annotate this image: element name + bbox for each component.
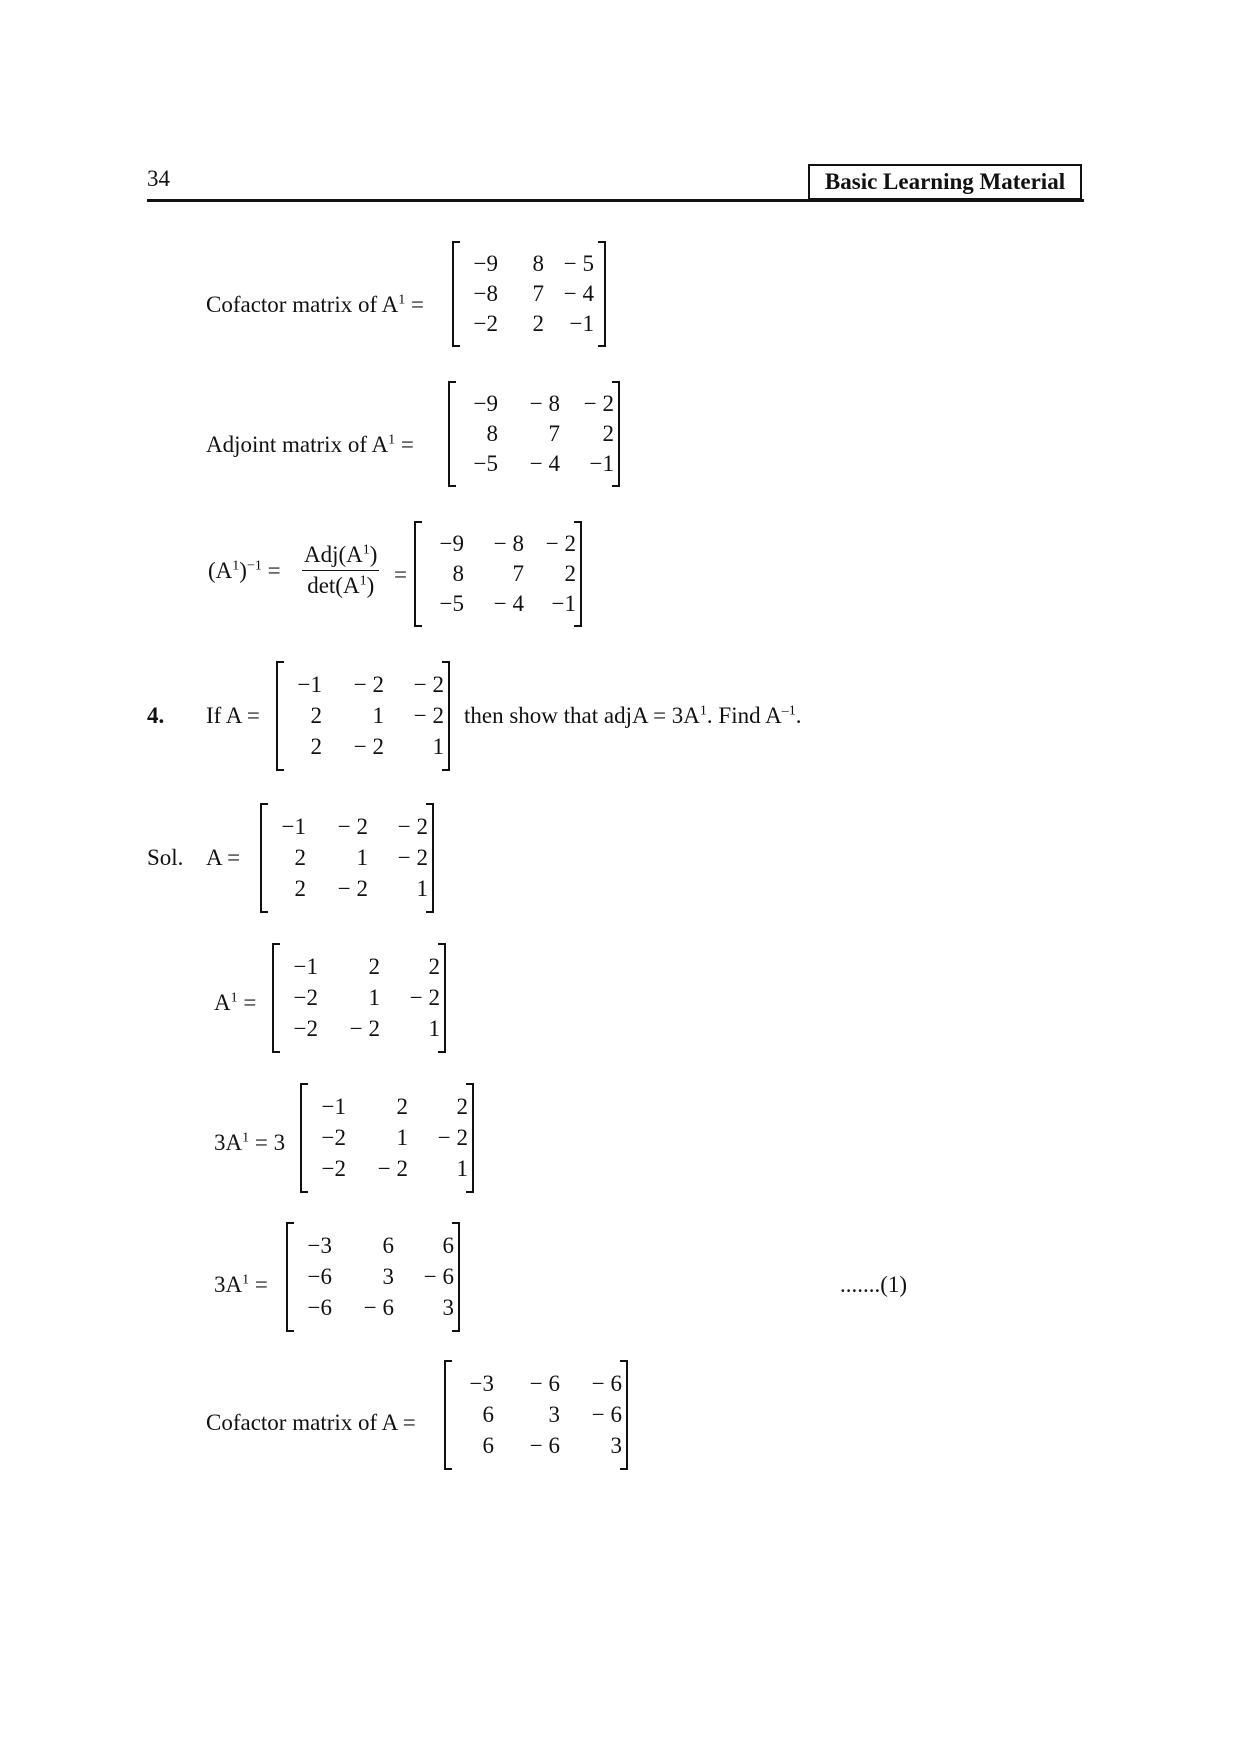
matrix-cell: − 5	[563, 251, 594, 276]
cofactor-a-label: Cofactor matrix of A =	[206, 1410, 416, 1435]
matrix-cell: − 2	[397, 844, 428, 870]
matrix-cell: −2	[321, 1124, 346, 1150]
inverse-lhs: $(A^1)^{-1}$ =	[208, 558, 281, 583]
cofactor-a-matrix	[444, 1362, 628, 1468]
matrix-cell: 1	[372, 702, 384, 728]
matrix-cell: 1	[356, 844, 368, 870]
matrix-cell: −5	[473, 451, 498, 476]
matrix-cell: − 2	[545, 531, 576, 556]
matrix-cell: −2	[321, 1156, 346, 1182]
header-title: Basic Learning Material	[808, 164, 1082, 200]
question-number: 4.	[147, 703, 165, 728]
cofactor-label: Cofactor matrix of $A^1$ =	[206, 292, 424, 317]
matrix-cell: −3	[469, 1370, 494, 1396]
three-transpose-label: $3A^1 = 3$	[214, 1130, 286, 1155]
matrix-cell: − 6	[529, 1370, 560, 1396]
matrix-cell: −9	[473, 391, 498, 416]
matrix-cell: 7	[548, 421, 560, 446]
matrix-cell: − 2	[409, 984, 440, 1010]
matrix-cell: 1	[396, 1124, 408, 1150]
matrix-cell: −6	[307, 1295, 332, 1321]
matrix-cell: −1	[589, 451, 614, 476]
matrix-cell: −2	[293, 1016, 318, 1042]
transpose-label: $A^1$ =	[214, 990, 257, 1015]
matrix-cell: 6	[482, 1433, 494, 1459]
matrix-cell: 2	[532, 311, 544, 336]
fraction-denominator: $\det(A^1)$	[307, 573, 375, 598]
matrix-cell: 2	[310, 702, 322, 728]
matrix-cell: − 4	[493, 591, 524, 616]
scaled-transpose-matrix	[286, 1224, 460, 1330]
matrix-cell: 3	[382, 1263, 394, 1289]
scaled-transpose-label: $3A^1$ =	[214, 1272, 268, 1297]
matrix-cell: 7	[532, 281, 544, 306]
inverse-equals: =	[394, 562, 407, 587]
matrix-cell: − 2	[413, 702, 444, 728]
matrix-cell: 2	[294, 876, 306, 902]
matrix-cell: −2	[293, 984, 318, 1010]
matrix-cell: −3	[307, 1232, 332, 1258]
inverse-matrix	[414, 523, 582, 625]
matrix-cell: −1	[321, 1093, 346, 1119]
matrix-cell: − 2	[349, 1016, 380, 1042]
matrix-cell: 2	[294, 844, 306, 870]
matrix-cell: −2	[473, 311, 498, 336]
matrix-cell: − 2	[337, 813, 368, 839]
matrix-cell: − 6	[363, 1295, 394, 1321]
header-rule	[147, 199, 1084, 202]
matrix-cell: − 8	[529, 391, 560, 416]
adjoint-label: Adjoint matrix of $A^1$ =	[206, 432, 414, 457]
inverse-fraction	[302, 542, 379, 599]
matrix-cell: −1	[551, 591, 576, 616]
matrix-cell: 8	[532, 251, 544, 276]
three-transpose-matrix	[300, 1085, 474, 1191]
matrix-cell: 1	[456, 1156, 468, 1182]
matrix-cell: −9	[439, 531, 464, 556]
matrix-cell: −9	[473, 251, 498, 276]
matrix-cell: − 2	[583, 391, 614, 416]
matrix-cell: − 4	[529, 451, 560, 476]
matrix-cell: 2	[456, 1093, 468, 1119]
matrix-cell: −5	[439, 591, 464, 616]
matrix-cell: 2	[310, 734, 322, 760]
matrix-cell: −1	[293, 953, 318, 979]
solution-label: Sol.	[147, 845, 184, 870]
question-prefix: If A =	[206, 703, 260, 728]
matrix-cell: 2	[428, 953, 440, 979]
matrix-cell: 2	[368, 953, 380, 979]
matrix-cell: − 2	[377, 1156, 408, 1182]
transpose-matrix	[272, 945, 446, 1051]
matrix-cell: 2	[396, 1093, 408, 1119]
fraction-numerator: $Adj(A^1)$	[302, 542, 379, 571]
matrix-cell: 6	[442, 1232, 454, 1258]
matrix-cell: 7	[512, 561, 524, 586]
matrix-cell: −1	[569, 311, 594, 336]
matrix-cell: 3	[610, 1433, 622, 1459]
matrix-cell: − 2	[397, 813, 428, 839]
matrix-cell: 3	[442, 1295, 454, 1321]
matrix-cell: − 6	[591, 1370, 622, 1396]
matrix-cell: − 4	[563, 281, 594, 306]
matrix-cell: 6	[482, 1401, 494, 1427]
matrix-cell: − 6	[529, 1433, 560, 1459]
matrix-cell: − 2	[353, 734, 384, 760]
matrix-cell: − 2	[437, 1124, 468, 1150]
matrix-cell: − 6	[591, 1401, 622, 1427]
question-statement: then show that adjA = $3A^1$. Find $A^{-1}$.	[464, 703, 802, 728]
matrix-cell: 2	[602, 421, 614, 446]
matrix-cell: 2	[564, 561, 576, 586]
matrix-cell: 1	[432, 734, 444, 760]
matrix-cell: − 2	[353, 671, 384, 697]
matrix-cell: 1	[368, 984, 380, 1010]
cofactor-matrix	[452, 243, 606, 345]
matrix-cell: − 8	[493, 531, 524, 556]
matrix-cell: 8	[486, 421, 498, 446]
solution-prefix: A =	[206, 845, 241, 870]
matrix-cell: 8	[452, 561, 464, 586]
matrix-cell: −1	[281, 813, 306, 839]
matrix-cell: 1	[428, 1016, 440, 1042]
matrix-cell: 1	[416, 876, 428, 902]
page-number: 34	[147, 166, 170, 191]
matrix-cell: − 2	[413, 671, 444, 697]
matrix-cell: − 6	[423, 1263, 454, 1289]
equation-number: .......(1)	[840, 1272, 908, 1297]
matrix-cell: 6	[382, 1232, 394, 1258]
matrix-cell: 3	[548, 1401, 560, 1427]
matrix-cell: −8	[473, 281, 498, 306]
matrix-cell: − 2	[337, 876, 368, 902]
solution-matrix-a	[260, 805, 434, 911]
matrix-cell: −6	[307, 1263, 332, 1289]
adjoint-matrix	[448, 383, 620, 485]
matrix-cell: −1	[297, 671, 322, 697]
question-matrix	[276, 663, 450, 769]
